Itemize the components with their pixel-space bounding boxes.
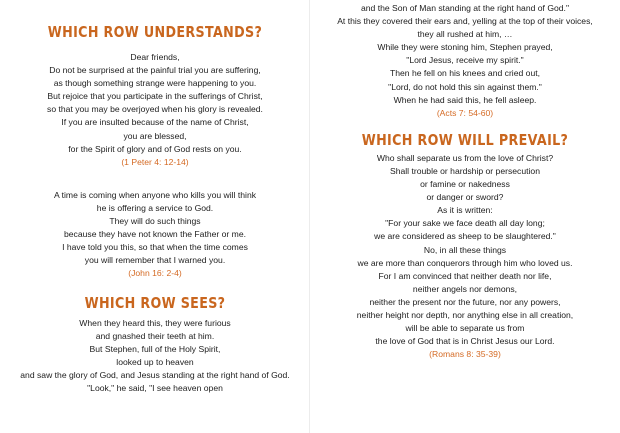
verse-line: the love of God that is in Christ Jesus our Lord. bbox=[375, 336, 555, 347]
verse-line: you will remember that I warned you. bbox=[84, 255, 226, 266]
verse-line: "For your sake we face death all day long; bbox=[385, 218, 545, 229]
verse-line: But Stephen, full of the Holy Spirit, bbox=[89, 343, 221, 354]
verse-line: he is offering a service to God. bbox=[96, 202, 214, 213]
right-page bbox=[310, 0, 620, 433]
verse-line: At this they covered their ears and, yelling at the top of their voices, bbox=[337, 16, 593, 27]
verse-line: I have told you this, so that when the time comes bbox=[62, 242, 248, 253]
verse-line: A time is coming when anyone who kills you will think bbox=[53, 189, 257, 200]
verse-line: But rejoice that you participate in the sufferings of Christ, bbox=[47, 91, 263, 102]
verse-line: Do not be surprised at the painful trial you are suffering, bbox=[49, 65, 261, 76]
verse-line: will be able to separate us from bbox=[405, 323, 525, 334]
verse-line: For I am convinced that neither death nor life, bbox=[378, 270, 552, 281]
passage-acts-part-1 bbox=[0, 317, 310, 396]
verse-line: so that you may be overjoyed when his glory is revealed. bbox=[47, 104, 263, 115]
verse-line: "Look," he said, "I see heaven open bbox=[87, 382, 223, 393]
passage-acts-part-2 bbox=[310, 2, 620, 120]
heading-which-row-sees: WHICH ROW SEES? bbox=[84, 293, 226, 312]
scripture-reference: (1 Peter 4: 12-14) bbox=[121, 156, 189, 167]
scripture-reference: (Romans 8: 35-39) bbox=[429, 349, 501, 360]
heading-which-row-understands: WHICH ROW UNDERSTANDS? bbox=[47, 23, 263, 41]
verse-line: neither height nor depth, nor anything else in all creation, bbox=[356, 309, 574, 320]
verse-line: they all rushed at him, … bbox=[417, 29, 513, 40]
scripture-reference: (Acts 7: 54-60) bbox=[436, 107, 494, 118]
passage-john bbox=[0, 189, 310, 281]
verse-line: neither the present nor the future, nor any powers, bbox=[369, 296, 561, 307]
verse-line: When he had said this, he fell asleep. bbox=[393, 94, 537, 105]
verse-line: Dear friends, bbox=[130, 52, 180, 62]
verse-line: and saw the glory of God, and Jesus standing at the right hand of God. bbox=[20, 369, 290, 380]
verse-line: for the Spirit of glory and of God rests on you. bbox=[68, 143, 242, 154]
verse-line: and gnashed their teeth at him. bbox=[95, 330, 215, 341]
verse-line: because they have not known the Father or me. bbox=[63, 229, 246, 240]
verse-line: and the Son of Man standing at the right hand of God." bbox=[360, 3, 569, 13]
verse-line: If you are insulted because of the name of Christ, bbox=[61, 117, 249, 128]
verse-line: neither angels nor demons, bbox=[412, 283, 518, 294]
verse-line: "Lord, do not hold this sin against them." bbox=[388, 81, 542, 92]
heading-which-row-will-prevail: WHICH ROW WILL PREVAIL? bbox=[361, 130, 569, 149]
verse-line: "Lord Jesus, receive my spirit." bbox=[406, 55, 524, 66]
verse-line: As it is written: bbox=[437, 205, 493, 216]
verse-line: While they were stoning him, Stephen prayed, bbox=[377, 42, 553, 53]
verse-line: Who shall separate us from the love of Christ? bbox=[376, 152, 554, 163]
verse-line: Shall trouble or hardship or persecution bbox=[389, 165, 540, 176]
verse-line: or danger or sword? bbox=[426, 192, 504, 203]
verse-line: When they heard this, they were furious bbox=[79, 317, 231, 328]
verse-line: or famine or nakedness bbox=[420, 179, 510, 190]
verse-line: we are more than conquerors through him who loved us. bbox=[357, 257, 573, 268]
verse-line: No, in all these things bbox=[423, 244, 507, 255]
verse-line: as though something strange were happening to you. bbox=[53, 78, 257, 89]
passage-romans bbox=[310, 152, 620, 362]
verse-line: They will do such things bbox=[109, 216, 201, 227]
verse-line: looked up to heaven bbox=[116, 356, 194, 367]
scripture-reference: (John 16: 2-4) bbox=[128, 268, 182, 279]
verse-line: you are blessed, bbox=[123, 130, 187, 141]
passage-1-peter bbox=[0, 51, 310, 169]
verse-line: we are considered as sheep to be slaughtered." bbox=[374, 231, 556, 242]
verse-line: Then he fell on his knees and cried out, bbox=[389, 68, 540, 79]
